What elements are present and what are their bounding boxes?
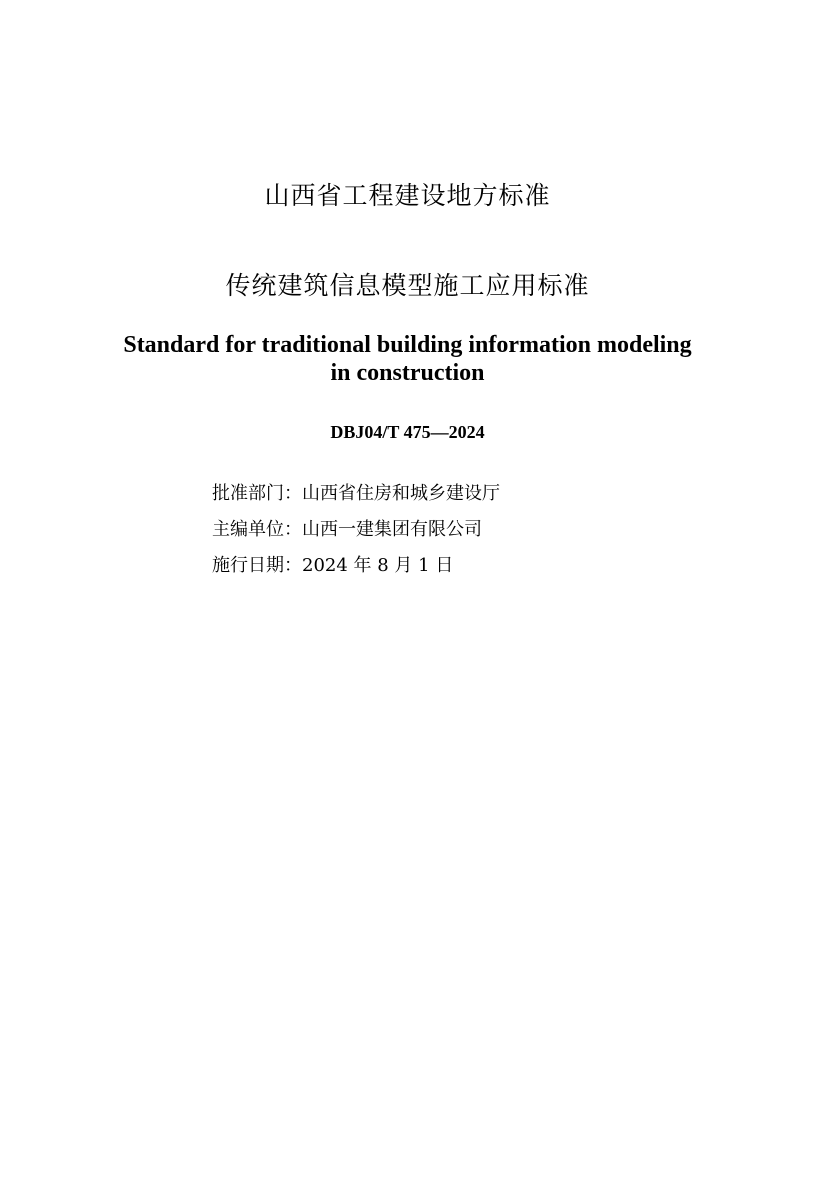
approval-department-row [212,476,500,512]
approval-department-value: 山西省住房和城乡建设厅 [302,483,500,504]
approval-department-label: 批准部门： [212,483,302,504]
chief-editor-unit-row [212,512,500,548]
english-title-line-1: Standard for traditional building information modeling [123,332,692,358]
metadata-block [212,476,500,584]
chief-editor-unit-value: 山西一建集团有限公司 [302,519,482,540]
english-title-line-2: in construction [330,360,485,386]
implementation-date-value: 2024 年 8 月 1 日 [302,555,454,576]
english-title [0,331,815,387]
implementation-date-label: 施行日期： [212,555,302,576]
chinese-title: 传统建筑信息模型施工应用标准 [225,271,590,300]
chief-editor-unit-label: 主编单位： [212,519,302,540]
standard-code: DBJ04/T 475—2024 [330,422,485,442]
implementation-date-row [212,548,500,584]
series-title: 山西省工程建设地方标准 [264,181,551,210]
